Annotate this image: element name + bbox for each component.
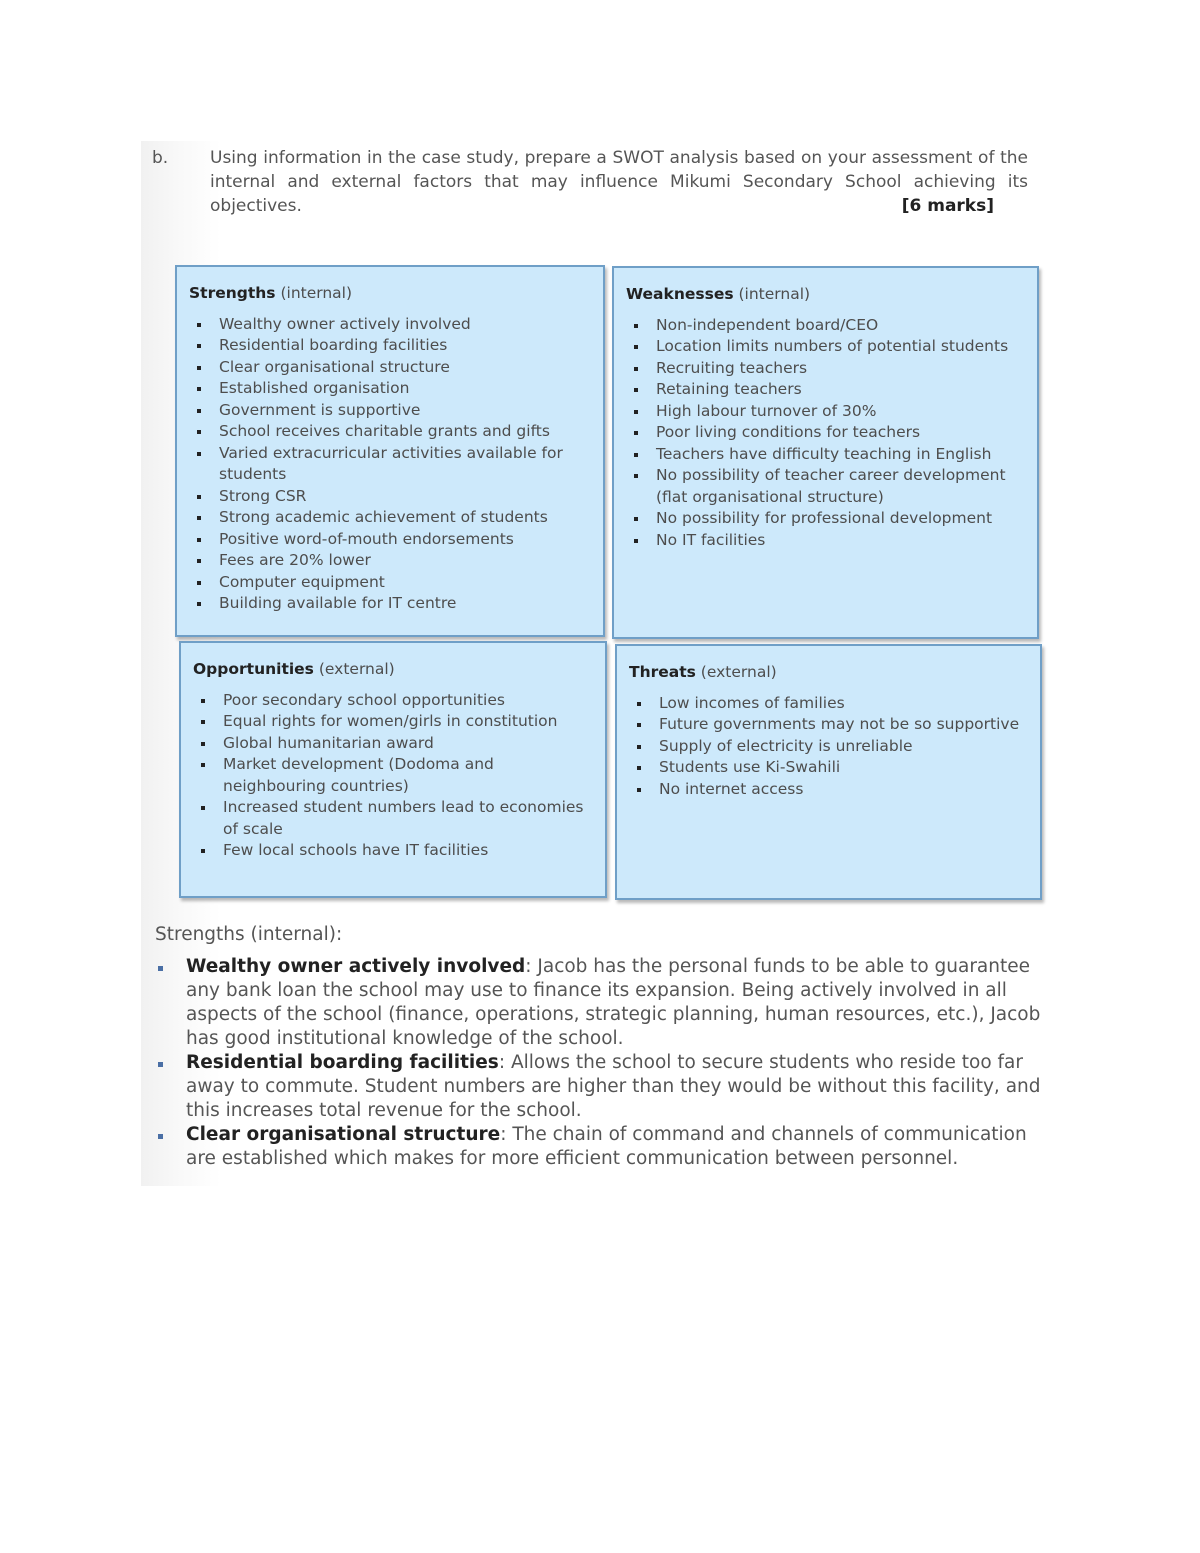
strength-item: Positive word-of-mouth endorsements bbox=[189, 529, 593, 551]
strength-item: Clear organisational structure bbox=[189, 357, 593, 379]
strength-item: Strong academic achievement of students bbox=[189, 507, 593, 529]
swot-opportunities-heading: Opportunities bbox=[193, 660, 314, 678]
weakness-item: Teachers have difficulty teaching in English bbox=[626, 444, 1027, 466]
answer-point-term: Clear organisational structure bbox=[186, 1124, 501, 1145]
swot-strengths-qualifier: (internal) bbox=[280, 284, 353, 302]
swot-threats-qualifier: (external) bbox=[700, 663, 777, 681]
strength-item: Strong CSR bbox=[189, 486, 593, 508]
swot-strengths-box bbox=[175, 265, 605, 637]
opportunity-item: Increased student numbers lead to economies of scale bbox=[193, 797, 595, 840]
swot-weaknesses-title bbox=[626, 284, 1027, 306]
opportunity-item: Few local schools have IT facilities bbox=[193, 840, 595, 862]
swot-threats-box bbox=[615, 644, 1042, 900]
strength-item: Computer equipment bbox=[189, 572, 593, 594]
answer-heading: Strengths (internal): bbox=[155, 924, 343, 945]
weakness-item: Retaining teachers bbox=[626, 379, 1027, 401]
answer-point bbox=[155, 1051, 1045, 1123]
swot-strengths-title bbox=[189, 283, 593, 305]
swot-threats-list bbox=[629, 693, 1030, 801]
threat-item: No internet access bbox=[629, 779, 1030, 801]
answer-point-text: : The chain of command and channels of communication are established which makes for more efficient communication between personnel. bbox=[186, 1124, 1027, 1169]
threat-item: Students use Ki-Swahili bbox=[629, 757, 1030, 779]
swot-weaknesses-heading: Weaknesses bbox=[626, 285, 734, 303]
strength-item: Residential boarding facilities bbox=[189, 335, 593, 357]
answer-point-text: : Jacob has the personal funds to be able to guarantee any bank loan the school may use to finance its expansion. Being actively involved in all aspects of the school (finance, operations, strategic planning, human resources, etc.), Jacob has good institutional knowledge of the school. bbox=[186, 956, 1041, 1049]
weakness-item: No possibility for professional development bbox=[626, 508, 1027, 530]
opportunity-item: Poor secondary school opportunities bbox=[193, 690, 595, 712]
swot-strengths-heading: Strengths bbox=[189, 284, 276, 302]
swot-opportunities-list bbox=[193, 690, 595, 862]
question-label: b. bbox=[152, 148, 169, 168]
swot-weaknesses-box bbox=[612, 266, 1039, 639]
weakness-item: No possibility of teacher career development (flat organisational structure) bbox=[626, 465, 1027, 508]
threat-item: Low incomes of families bbox=[629, 693, 1030, 715]
swot-weaknesses-qualifier: (internal) bbox=[738, 285, 811, 303]
strength-item: Wealthy owner actively involved bbox=[189, 314, 593, 336]
swot-threats-title bbox=[629, 662, 1030, 684]
weakness-item: Location limits numbers of potential students bbox=[626, 336, 1027, 358]
swot-weaknesses-list bbox=[626, 315, 1027, 552]
weakness-item: Recruiting teachers bbox=[626, 358, 1027, 380]
opportunity-item: Market development (Dodoma and neighbouring countries) bbox=[193, 754, 595, 797]
opportunity-item: Global humanitarian award bbox=[193, 733, 595, 755]
question-marks: [6 marks] bbox=[901, 196, 994, 216]
threat-item: Supply of electricity is unreliable bbox=[629, 736, 1030, 758]
weakness-item: High labour turnover of 30% bbox=[626, 401, 1027, 423]
answer-point bbox=[155, 1123, 1045, 1171]
strength-item: Building available for IT centre bbox=[189, 593, 593, 615]
answer-section bbox=[155, 923, 1045, 1171]
question-prompt: Using information in the case study, prepare a SWOT analysis based on your assessment of the internal and external factors that may influence Mikumi Secondary School achieving its objectives. bbox=[210, 148, 1028, 216]
answer-point bbox=[155, 955, 1045, 1051]
strength-item: Established organisation bbox=[189, 378, 593, 400]
answer-point-term: Wealthy owner actively involved bbox=[186, 956, 526, 977]
weakness-item: Non-independent board/CEO bbox=[626, 315, 1027, 337]
swot-opportunities-box bbox=[179, 641, 607, 898]
answer-point-term: Residential boarding facilities bbox=[186, 1052, 499, 1073]
swot-opportunities-qualifier: (external) bbox=[318, 660, 395, 678]
strength-item: Fees are 20% lower bbox=[189, 550, 593, 572]
weakness-item: No IT facilities bbox=[626, 530, 1027, 552]
swot-strengths-list bbox=[189, 314, 593, 615]
answer-point-text: : Allows the school to secure students who reside too far away to commute. Student numbers are higher than they would be without this facility, and this increases total revenue for the school. bbox=[186, 1052, 1041, 1121]
swot-opportunities-title bbox=[193, 659, 595, 681]
strength-item: Varied extracurricular activities available for students bbox=[189, 443, 593, 486]
weakness-item: Poor living conditions for teachers bbox=[626, 422, 1027, 444]
threat-item: Future governments may not be so supportive bbox=[629, 714, 1030, 736]
opportunity-item: Equal rights for women/girls in constitution bbox=[193, 711, 595, 733]
answer-points-list bbox=[155, 955, 1045, 1171]
strength-item: School receives charitable grants and gifts bbox=[189, 421, 593, 443]
strength-item: Government is supportive bbox=[189, 400, 593, 422]
swot-threats-heading: Threats bbox=[629, 663, 696, 681]
